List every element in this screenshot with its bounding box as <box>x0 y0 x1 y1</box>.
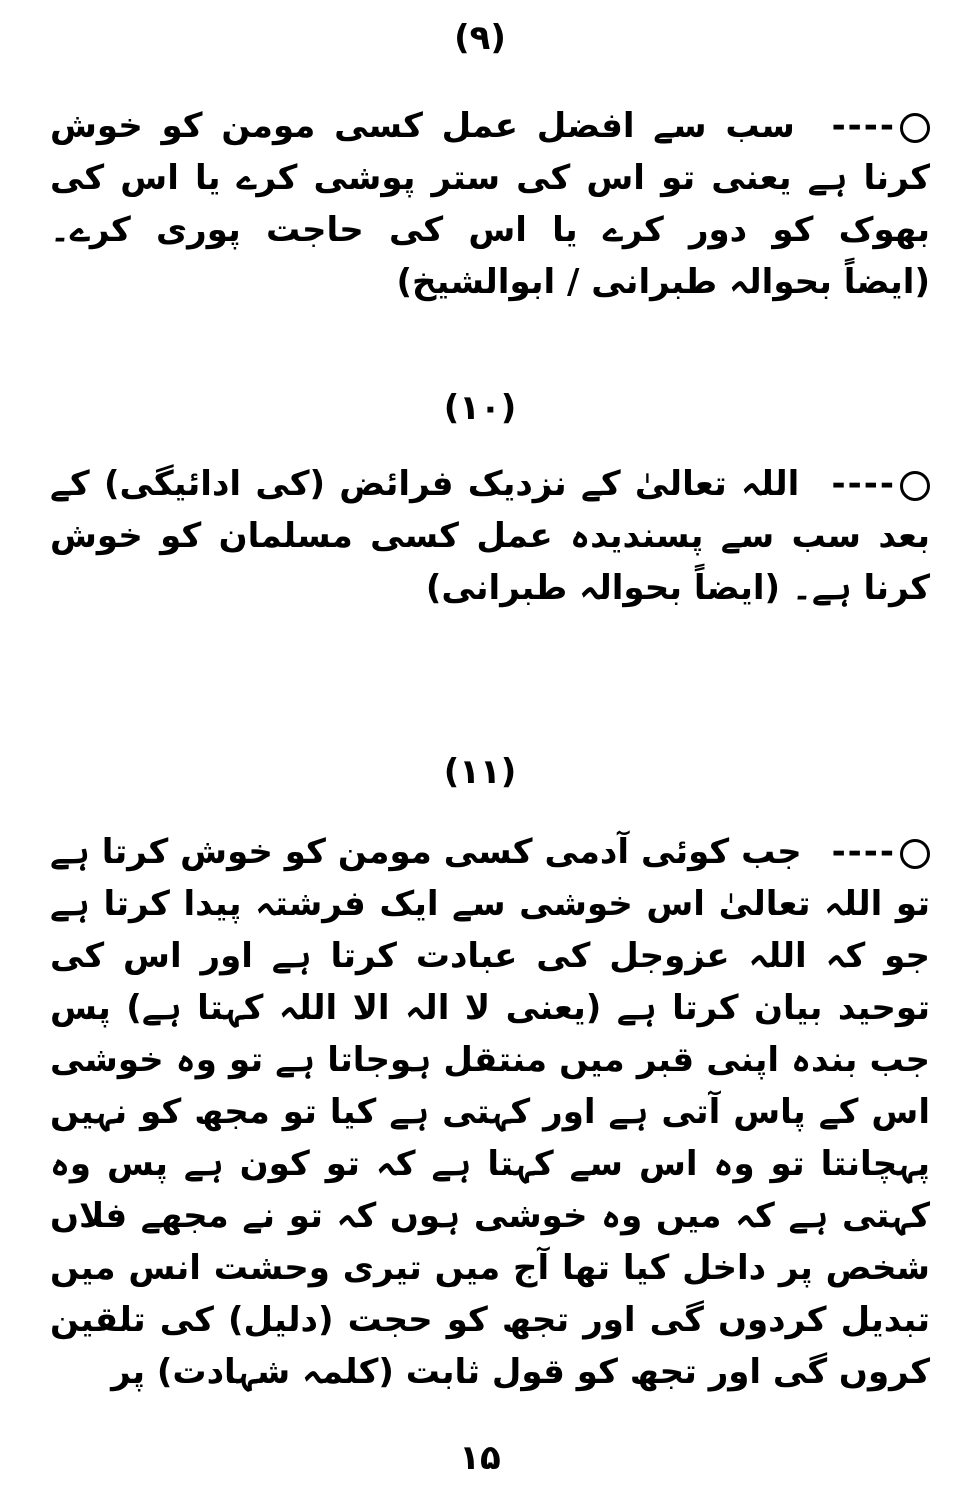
hadith-text: اللہ تعالیٰ کے نزدیک فرائض (کی ادائیگی) کے بعد سب سے پسندیدہ عمل کسی مسلمان کو خوش کرنا ہے۔ <box>50 464 930 608</box>
dash-separator: ---- <box>831 832 897 872</box>
hadith-reference: (ایضاً بحوالہ طبرانی) <box>425 568 781 608</box>
hadith-paragraph-11 <box>50 826 930 1398</box>
hadith-text: سب سے افضل عمل کسی مومن کو خوش کرنا ہے یعنی تو اس کی ستر پوشی کرے یا اس کی بھوک کو دور کرے یا اس کی حاجت پوری کرے۔ <box>50 106 930 250</box>
dash-separator: ---- <box>831 464 896 504</box>
section-number-9: (۹) <box>454 18 506 58</box>
section-number-11: (۱۱) <box>443 752 517 792</box>
dash-separator: ---- <box>831 106 897 146</box>
circle-bullet-icon <box>900 113 930 143</box>
hadith-reference: (ایضاً بحوالہ طبرانی / ابوالشیخ) <box>396 262 930 302</box>
circle-bullet-icon <box>900 839 930 869</box>
circle-bullet-icon <box>900 471 930 501</box>
hadith-paragraph-9 <box>50 100 930 308</box>
hadith-text: جب کوئی آدمی کسی مومن کو خوش کرتا ہے تو اللہ تعالیٰ اس خوشی سے ایک فرشتہ پیدا کرتا ہے جو کہ اللہ عزوجل کی عبادت کرتا ہے اور اس کی توحید بیان کرتا ہے (یعنی لا الہ الا اللہ کہتا ہے) پس جب بندہ اپنی قبر میں منتقل ہوجاتا ہے تو وہ خوشی اس کے پاس آتی ہے اور کہتی ہے کیا تو مجھ کو نہیں پہچانتا تو وہ اس سے کہتا ہے کہ تو کون ہے پس وہ کہتی ہے کہ میں وہ خوشی ہوں کہ تو نے مجھے فلاں شخص پر داخل کیا تھا آج میں تیری وحشت انس میں تبدیل کردوں گی اور تجھ کو حجت (دلیل) کی تلقین کروں گی اور تجھ کو قول ثابت (کلمہ شہادت) پر <box>50 832 930 1392</box>
section-number-10: (۱۰) <box>443 388 517 428</box>
hadith-paragraph-10 <box>50 458 930 614</box>
page-number: ۱۵ <box>459 1438 501 1478</box>
